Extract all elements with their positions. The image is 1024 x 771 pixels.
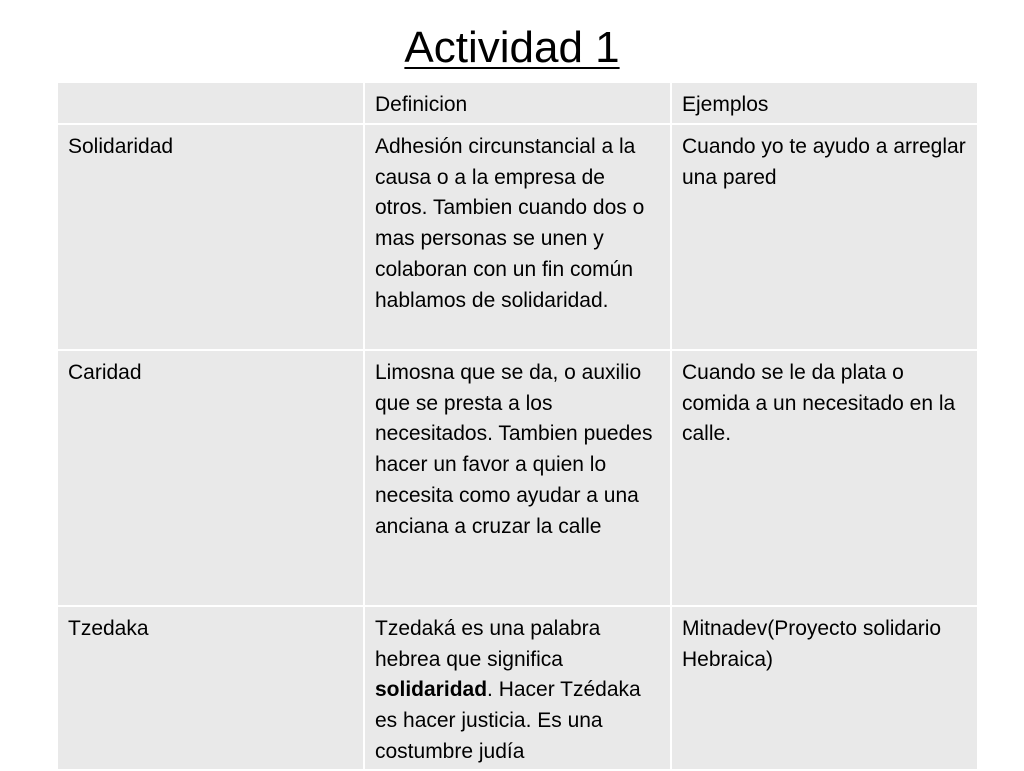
definition-text: Tzedaká es una palabra hebrea que significa — [375, 617, 601, 671]
header-cell-definition: Definicion — [364, 82, 671, 124]
activity-table — [56, 81, 979, 771]
term-cell: Tzedaka — [57, 606, 364, 770]
example-cell: Cuando se le da plata o comida a un necesitado en la calle. — [671, 350, 978, 606]
definition-cell — [364, 606, 671, 770]
example-cell: Cuando yo te ayudo a arreglar una pared — [671, 124, 978, 350]
table-row — [57, 124, 978, 350]
definition-bold-text: solidaridad — [375, 678, 488, 702]
definition-cell: Limosna que se da, o auxilio que se presta a los necesitados. Tambien puedes hacer un favor a quien lo necesita como ayudar a una anciana a cruzar la calle — [364, 350, 671, 606]
table-header-row — [57, 82, 978, 124]
table-row — [57, 606, 978, 770]
page-title: Actividad 1 — [404, 23, 620, 72]
header-cell-examples: Ejemplos — [671, 82, 978, 124]
definition-text: . Hacer Tzédaka es hacer justicia. Es una costumbre judía — [375, 678, 641, 763]
term-cell: Solidaridad — [57, 124, 364, 350]
term-cell: Caridad — [57, 350, 364, 606]
table-row — [57, 350, 978, 606]
header-cell-term — [57, 82, 364, 124]
example-cell: Mitnadev(Proyecto solidario Hebraica) — [671, 606, 978, 770]
definition-cell: Adhesión circunstancial a la causa o a la empresa de otros. Tambien cuando dos o mas personas se unen y colaboran con un fin común hablamos de solidaridad. — [364, 124, 671, 350]
